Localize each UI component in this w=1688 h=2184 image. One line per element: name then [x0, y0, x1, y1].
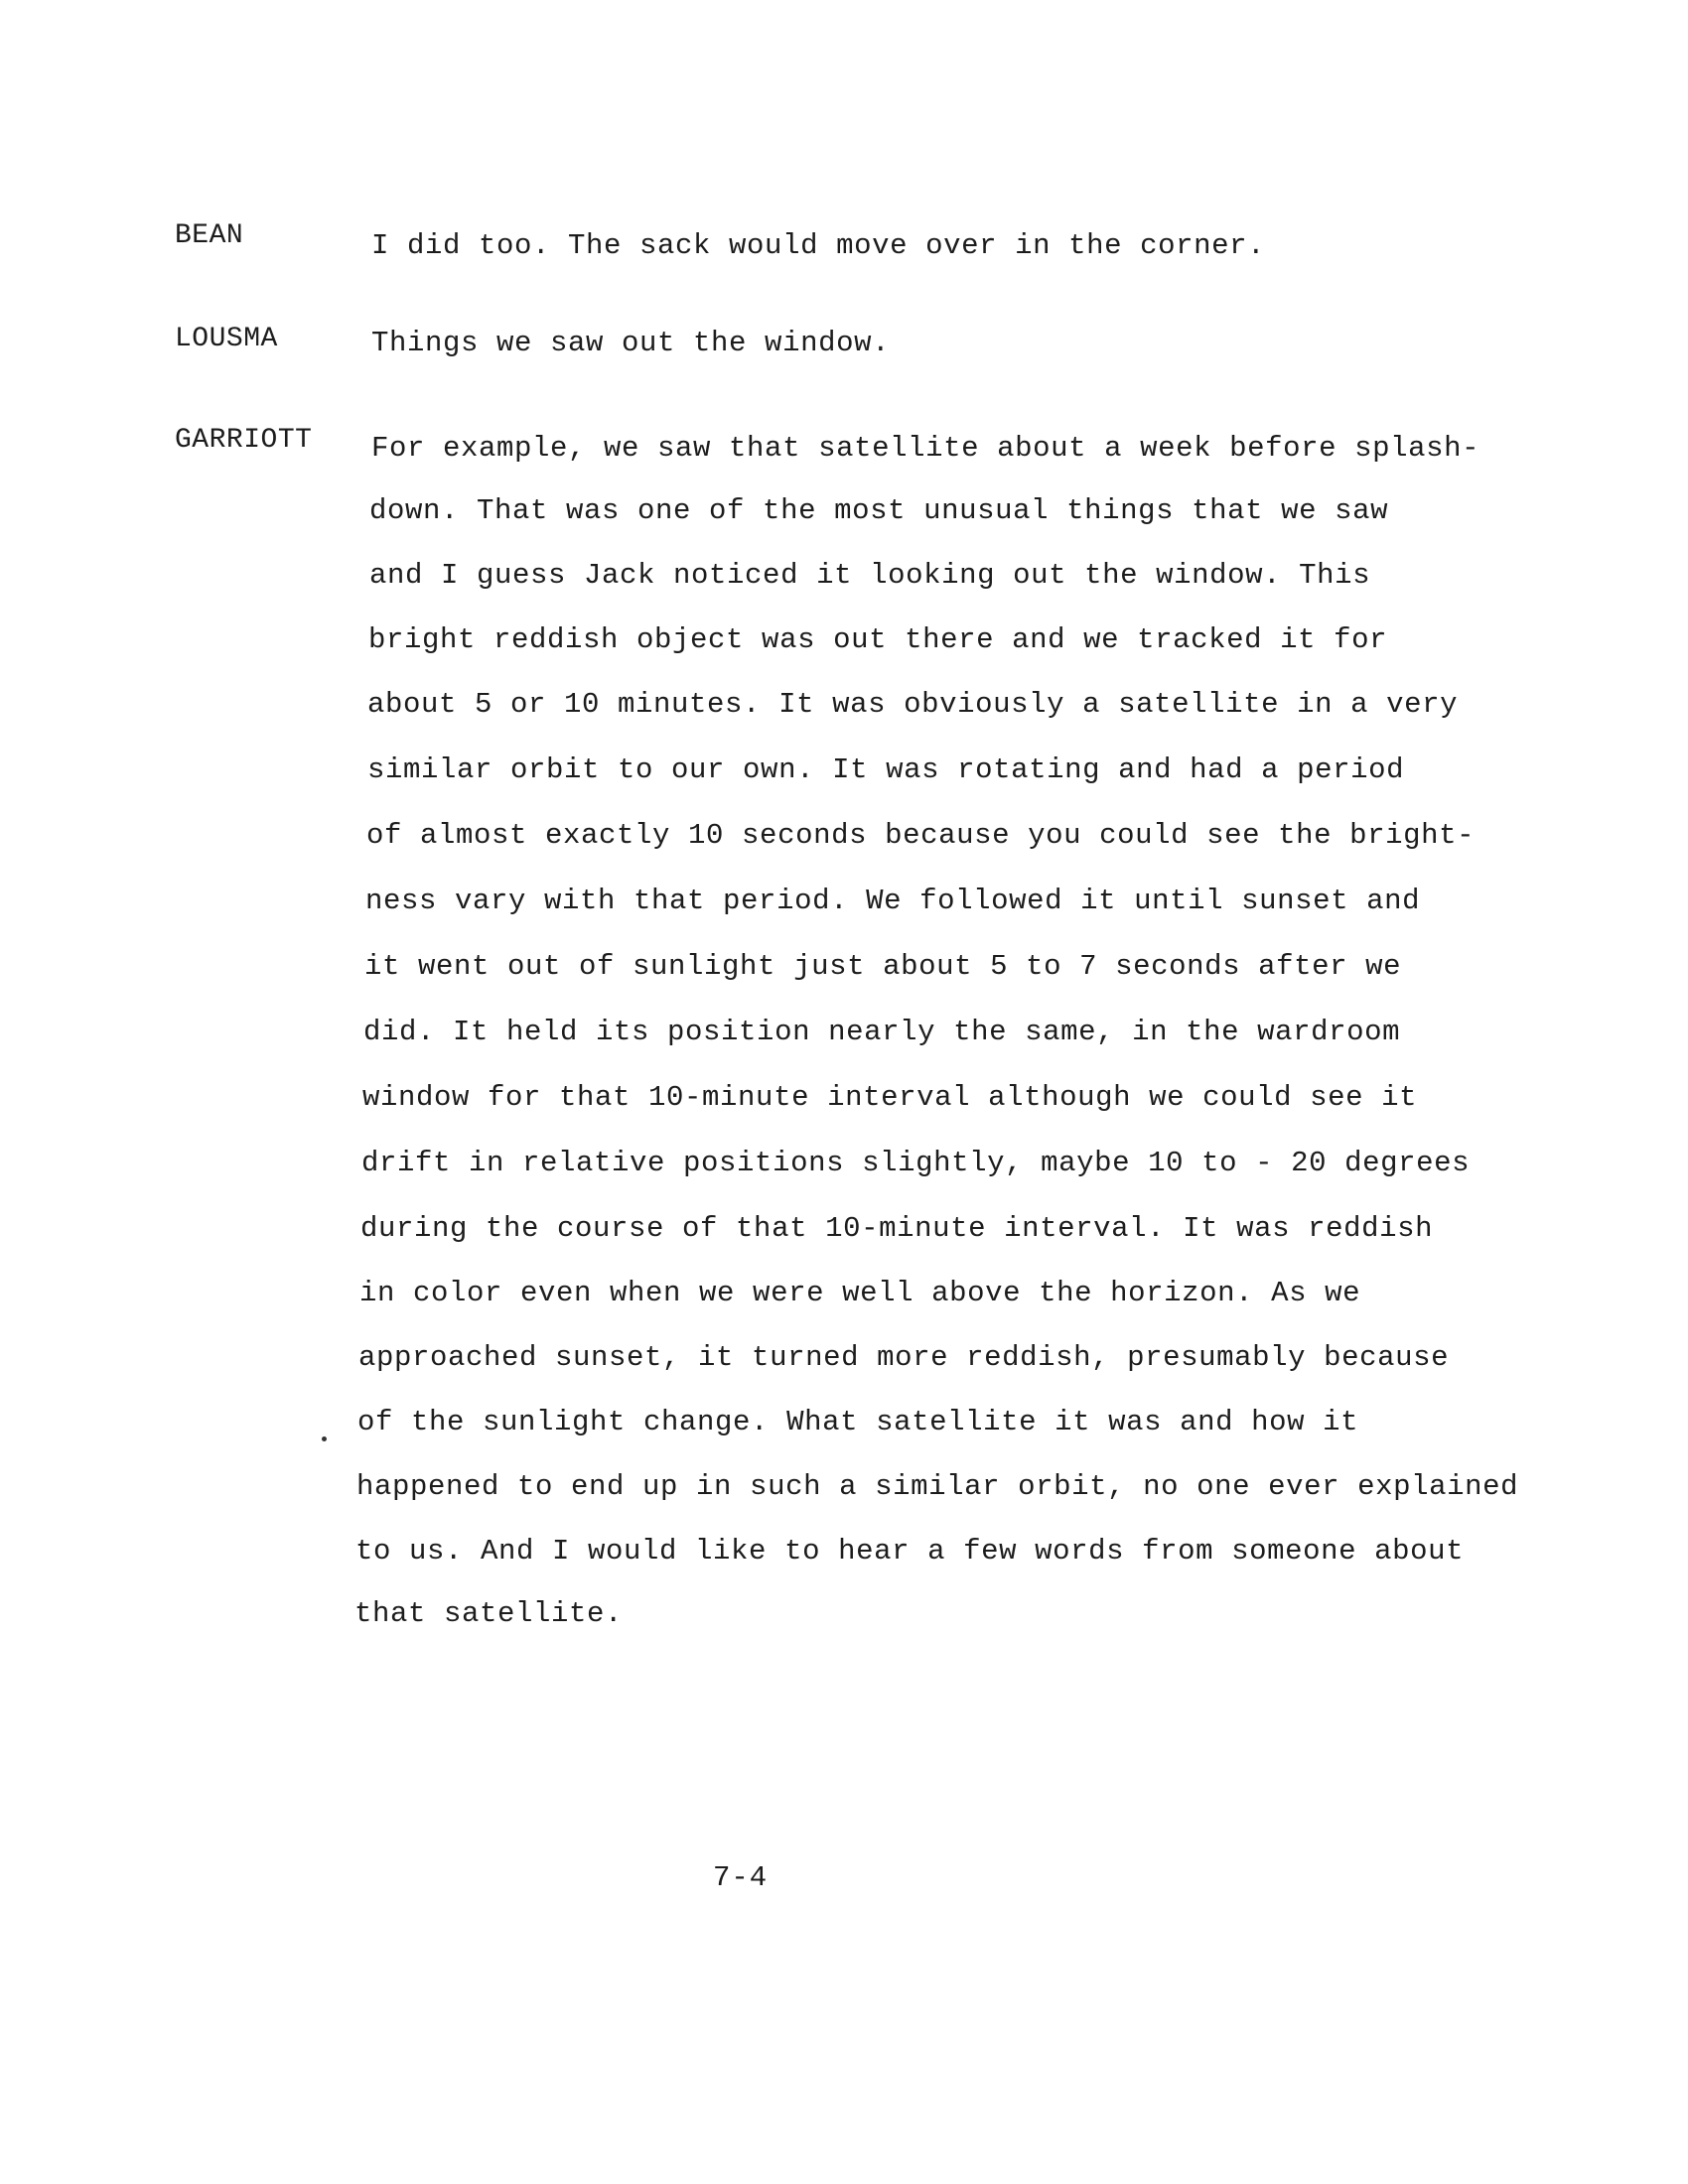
- speaker-label: GARRIOTT: [175, 425, 313, 456]
- dialogue-line: similar orbit to our own. It was rotating and had a period: [367, 753, 1405, 786]
- speaker-label: LOUSMA: [175, 324, 278, 354]
- dialogue-line: bright reddish object was out there and we tracked it for: [368, 623, 1388, 656]
- dialogue-line: window for that 10-minute interval although we could see it: [362, 1081, 1418, 1114]
- dialogue-line: ness vary with that period. We followed it until sunset and: [365, 885, 1421, 917]
- dialogue-line: to us. And I would like to hear a few words from someone about: [355, 1535, 1465, 1568]
- dialogue-line: For example, we saw that satellite about a week before splash-: [371, 432, 1480, 465]
- dialogue-line: in color even when we were well above the horizon. As we: [359, 1277, 1361, 1309]
- speaker-label: BEAN: [175, 220, 244, 251]
- dialogue-line: of almost exactly 10 seconds because you could see the bright-: [366, 819, 1476, 852]
- dialogue-line: about 5 or 10 minutes. It was obviously a satellite in a very: [367, 688, 1459, 721]
- dialogue-line: drift in relative positions slightly, maybe 10 to - 20 degrees: [361, 1147, 1471, 1179]
- dialogue-line: that satellite.: [354, 1597, 624, 1630]
- dialogue-line: during the course of that 10-minute interval. It was reddish: [360, 1212, 1434, 1245]
- dialogue-line: I did too. The sack would move over in the corner.: [371, 229, 1266, 262]
- dialogue-line: of the sunlight change. What satellite it was and how it: [357, 1406, 1359, 1438]
- dialogue-line: did. It held its position nearly the same, in the wardroom: [363, 1016, 1401, 1048]
- dialogue-line: Things we saw out the window.: [371, 327, 891, 359]
- stray-mark: [322, 1436, 327, 1441]
- dialogue-line: it went out of sunlight just about 5 to 7 seconds after we: [364, 950, 1402, 983]
- dialogue-line: down. That was one of the most unusual things that we saw: [369, 494, 1389, 527]
- dialogue-line: happened to end up in such a similar orbit, no one ever explained: [356, 1470, 1519, 1503]
- dialogue-line: and I guess Jack noticed it looking out the window. This: [369, 559, 1371, 592]
- page-number: 7-4: [713, 1861, 769, 1894]
- dialogue-line: approached sunset, it turned more reddish, presumably because: [358, 1341, 1450, 1374]
